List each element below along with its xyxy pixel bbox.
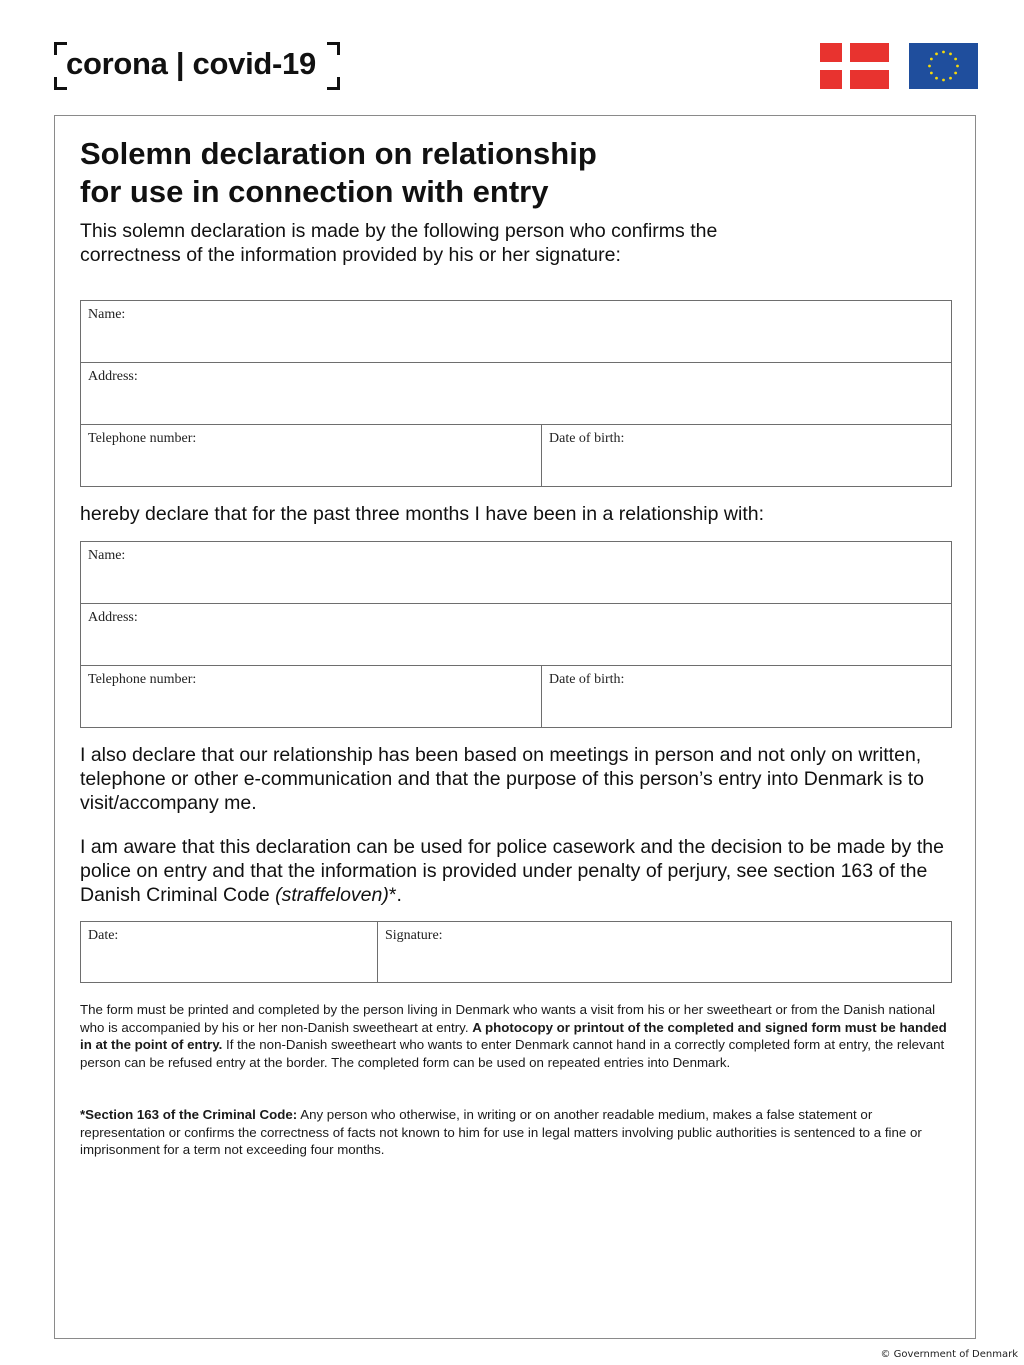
meetings-declaration: I also declare that our relationship has been based on meetings in person and not only on written, telephone or other e-communication and that the purpose of this person’s entry into Denmark is to visit/accompany me. xyxy=(80,744,925,814)
signature-field[interactable] xyxy=(378,922,951,982)
eu-star xyxy=(942,79,945,82)
field-label: Address: xyxy=(88,369,138,384)
intro-text: This solemn declaration is made by the following person who confirms the correctness of the information provided by his or her signature: xyxy=(80,220,718,266)
logo-bracket-top-right xyxy=(327,42,340,55)
eu-star xyxy=(928,65,931,68)
eu-star xyxy=(949,77,952,80)
title-line-2: for use in connection with entry xyxy=(80,174,549,209)
date-field[interactable] xyxy=(81,922,378,982)
field-label: Date: xyxy=(88,928,119,943)
field-label: Date of birth: xyxy=(549,672,625,687)
footnote-heading: *Section 163 of the Criminal Code: xyxy=(80,1107,298,1122)
note-text: The form must be printed and completed by the person living in Denmark who wants a visit from his or her sweetheart or from the Danish national who is accompanied by his or her non-Danish sweetheart at entry. xyxy=(80,1002,936,1035)
relationship-statement: hereby declare that for the past three months I have been in a relationship with: xyxy=(80,503,764,525)
note-text-2: If the non-Danish sweetheart who wants to enter Denmark cannot hand in a correctly completed form at entry, the relevant person can be refused entry at the border. The completed form can be used on repeated entries into Denmark. xyxy=(80,1037,945,1070)
partner-name-field[interactable] xyxy=(81,542,951,603)
perjury-awareness xyxy=(80,835,960,907)
field-label: Signature: xyxy=(385,928,443,943)
partner-telephone-field[interactable] xyxy=(81,666,542,727)
signature-box xyxy=(80,921,952,983)
corona-covid19-logo xyxy=(54,42,340,90)
partner-dob-field[interactable] xyxy=(542,666,951,727)
declarant-address-field[interactable] xyxy=(81,363,951,424)
eu-star xyxy=(930,72,933,75)
eu-star xyxy=(935,52,938,55)
logo-text: corona | covid-19 xyxy=(66,46,316,81)
image-credit: © Government of Denmark xyxy=(880,1349,1018,1360)
note-bold: A photocopy or printout of the completed and signed form must be handed in at the point of entry. xyxy=(80,1019,947,1052)
eu-star xyxy=(954,72,957,75)
eu-star xyxy=(956,65,959,68)
field-label: Name: xyxy=(88,307,126,322)
perjury-italic: (straffeloven) xyxy=(275,884,389,906)
field-label: Telephone number: xyxy=(88,672,197,687)
declarant-dob-field[interactable] xyxy=(542,425,951,486)
logo-bracket-bottom-right xyxy=(327,77,340,90)
eu-flag-icon xyxy=(909,43,978,89)
field-label: Address: xyxy=(88,610,138,625)
eu-star xyxy=(954,58,957,61)
eu-star xyxy=(942,51,945,54)
criminal-code-footnote xyxy=(80,1106,960,1159)
title-line-1: Solemn declaration on relationship xyxy=(80,136,597,171)
eu-star xyxy=(935,77,938,80)
instructions-note xyxy=(80,1001,960,1071)
field-label: Name: xyxy=(88,548,126,563)
field-label: Date of birth: xyxy=(549,431,625,446)
perjury-text: I am aware that this declaration can be used for police casework and the decision to be made by the police on entry and that the information is provided under penalty of perjury, see section 163 of the Danish Criminal Code xyxy=(80,836,944,906)
eu-star xyxy=(949,52,952,55)
denmark-flag-icon xyxy=(820,43,889,89)
eu-star xyxy=(930,58,933,61)
field-label: Telephone number: xyxy=(88,431,197,446)
declarant-name-field[interactable] xyxy=(81,301,951,362)
partner-details-box xyxy=(80,541,952,728)
footnote-text: Any person who otherwise, in writing or on another readable medium, makes a false statement or representation or confirms the correctness of facts not known to him for use in legal matters involving public authorities is sentenced to a fine or imprisonment for a term not exceeding four months. xyxy=(80,1107,922,1157)
document-title xyxy=(80,135,597,211)
partner-address-field[interactable] xyxy=(81,604,951,665)
perjury-asterisk: *. xyxy=(388,884,402,906)
declarant-telephone-field[interactable] xyxy=(81,425,542,486)
declarant-details-box xyxy=(80,300,952,487)
